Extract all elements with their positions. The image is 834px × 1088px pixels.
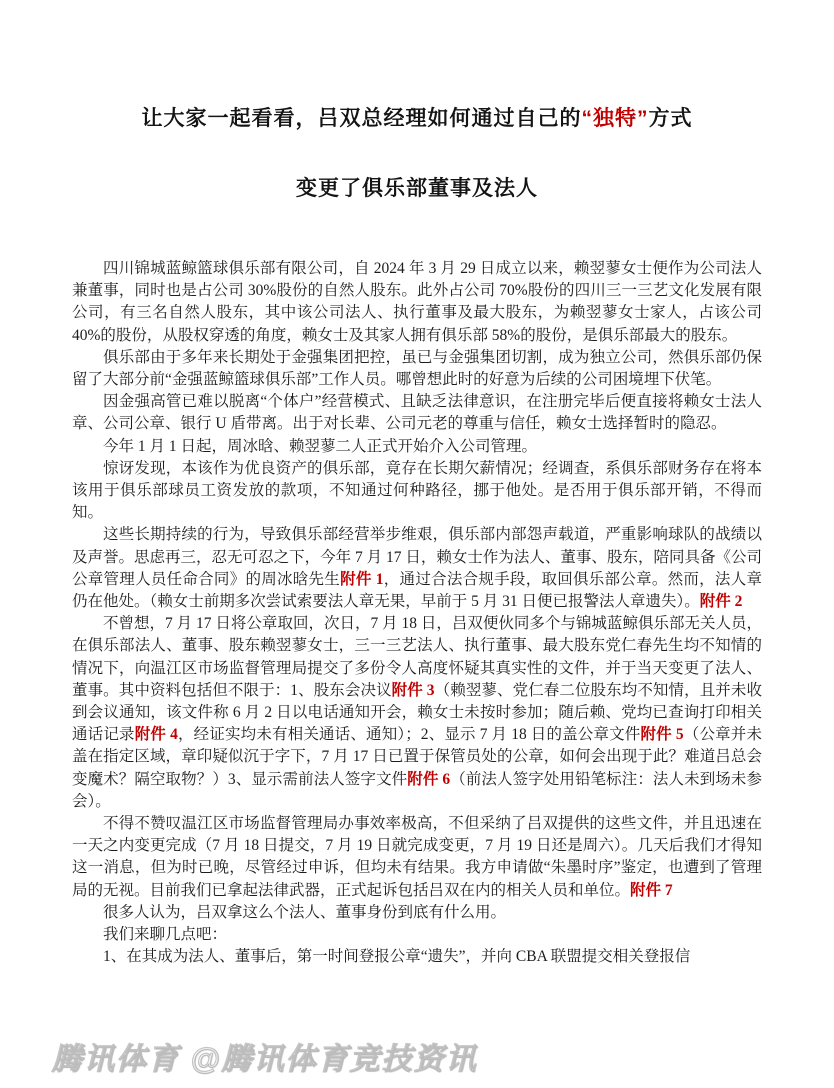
- title-text: 让大家一起看看，吕双总经理如何通过自己的: [141, 107, 582, 130]
- document-body: [72, 258, 762, 969]
- paragraph-text: 因金强高管已难以脱离“个体户”经营模式、且缺乏法律意识，在注册完毕后便直接将赖女士法人章、公司公章、银行 U 盾带离。出于对长辈、公司元老的尊重与信任，赖女士选择暂时的隐忍。: [72, 393, 762, 433]
- paragraph: [72, 436, 762, 458]
- attachment-ref: 附件 1: [340, 570, 384, 588]
- attachment-ref: 附件 3: [391, 681, 435, 699]
- attachment-ref: 附件 5: [640, 726, 684, 744]
- paragraph: [72, 524, 762, 613]
- paragraph: [72, 391, 762, 435]
- paragraph: [72, 613, 762, 813]
- paragraph: [72, 902, 762, 924]
- paragraph-text: 1、在其成为法人、董事后，第一时间登报公章“遗失”，并向 CBA 联盟提交相关登报信: [103, 948, 691, 966]
- paragraph-text: 四川锦城蓝鲸篮球俱乐部有限公司，自 2024 年 3 月 29 日成立以来，赖翌蓼女士便作为公司法人兼董事，同时也是占公司 30%股份的自然人股东。此外占公司 70%股份的四川三一三艺文化发展有限公司，有三名自然人股东，其中该公司法人、执行董事及最大股东，为赖翌蓼女士家人，占该公司 40%的股份，从股权穿透的角度，赖女士及其家人拥有俱乐部 58%的股份，是俱乐部最大的股东。: [72, 260, 762, 344]
- paragraph-text: 惊讶发现，本该作为优良资产的俱乐部，竟存在长期欠薪情况；经调查，系俱乐部财务存在将本该用于俱乐部球员工资发放的款项，不知通过何种路径，挪于他处。是否用于俱乐部开销，不得而知。: [72, 459, 762, 522]
- paragraph: [72, 258, 762, 347]
- paragraph: [72, 946, 762, 968]
- paragraph-text: 不得不赞叹温江区市场监督管理局办事效率极高，不但采纳了吕双提供的这些文件，并且迅速在一天之内变更完成（7 月 18 日提交，7 月 19 日就完成变更，7 月 19 日还是周六）。几天后我们才得知这一消息，但为时已晚，尽管经过申诉，但均未有结果。我方申请做“朱墨时序”鉴定，也遭到了管理局的无视。目前我们已拿起法律武器，正式起诉包括吕双在内的相关人员和单位。: [72, 815, 762, 899]
- title-line-2: 变更了俱乐部董事及法人: [296, 177, 538, 200]
- title-emphasis: “独特”: [581, 107, 649, 130]
- paragraph-text: 这些长期持续的行为，导致俱乐部经营举步维艰，俱乐部内部怨声载道，严重影响球队的战绩以及声誉。思虑再三，忍无可忍之下，今年 7 月 17 日，赖女士作为法人、董事、股东，陪同具备《公司公章管理人员任命合同》的周冰晗先生: [72, 526, 762, 588]
- paragraph-text: ，经证实均未有相关通话、通知）；2、显示 7 月 18 日的盖公章文件: [177, 726, 641, 744]
- paragraph-text: ，通过合法合规手段，取回俱乐部公章。然而，法人章仍在他处。（赖女士前期多次尝试索要法人章无果，早前于 5 月 31 日便已报警法人章遗失）。: [72, 570, 762, 611]
- paragraph-text: 不曾想，7 月 17 日将公章取回，次日，7 月 18 日，吕双便伙同多个与锦城蓝鲸俱乐部无关人员，在俱乐部法人、董事、股东赖翌蓼女士，三一三艺法人、执行董事、最大股东党仁春先生均不知情的情况下，向温江区市场监督管理局提交了多份令人高度怀疑其真实性的文件，并于当天变更了法人、董事。其中资料包括但不限于：1、股东会决议: [72, 615, 762, 699]
- paragraph: [72, 813, 762, 902]
- attachment-ref: 附件 4: [134, 726, 178, 744]
- paragraph-text: （赖翌蓼、党仁春二位股东均不知情，且并未收到会议通知，该文件称 6 月 2 日以电话通知开会，赖女士未按时参加；随后赖、党均已查询打印相关通话记录: [72, 681, 762, 744]
- paragraph-text: 很多人认为，吕双拿这么个法人、董事身份到底有什么用。: [103, 903, 507, 921]
- paragraph: [72, 458, 762, 525]
- paragraph-text: 今年 1 月 1 日起，周冰晗、赖翌蓼二人正式开始介入公司管理。: [103, 437, 538, 455]
- watermark: 腾讯体育 @腾讯体育竞技资讯: [52, 1043, 478, 1076]
- attachment-ref: 附件 7: [630, 881, 673, 899]
- attachment-ref: 附件 2: [699, 593, 743, 611]
- paragraph-text: 俱乐部由于多年来长期处于金强集团把控，虽已与金强集团切割，成为独立公司，然俱乐部仍保留了大部分前“金强蓝鲸篮球俱乐部”工作人员。哪曾想此时的好意为后续的公司困境埋下伏笔。: [72, 348, 762, 389]
- paragraph: [72, 924, 762, 946]
- document-title: [0, 0, 834, 204]
- attachment-ref: 附件 6: [407, 770, 451, 788]
- paragraph: [72, 347, 762, 391]
- title-line-1: [0, 104, 834, 134]
- paragraph-text: （公章并未盖在指定区域，章印疑似沉于字下，7 月 17 日已置于保管员处的公章，如何会出现于此？难道吕总会变魔术？隔空取物？）3、显示需前法人签字文件: [72, 726, 762, 788]
- paragraph-text: 我们来聊几点吧：: [103, 926, 228, 944]
- paragraph-text: （前法人签字处用铅笔标注：法人未到场未参会）。: [72, 770, 762, 810]
- title-text: 方式: [648, 107, 693, 130]
